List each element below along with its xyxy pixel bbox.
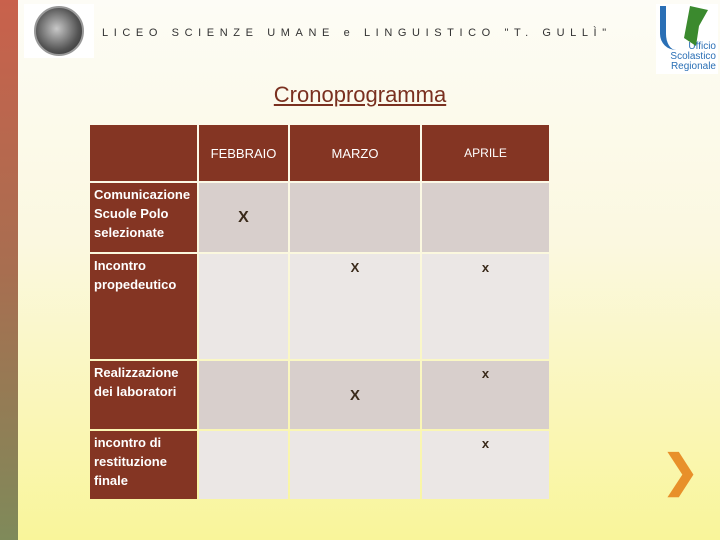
row-label: Incontro propedeutico xyxy=(90,254,197,359)
header-row xyxy=(90,125,549,181)
cell: x xyxy=(422,254,549,359)
cell: X xyxy=(290,361,420,429)
header-febbraio: FEBBRAIO xyxy=(199,125,288,181)
school-logo xyxy=(24,4,94,58)
table-row xyxy=(90,431,549,499)
header-marzo: MARZO xyxy=(290,125,420,181)
cell: X xyxy=(290,254,420,359)
side-stripe xyxy=(0,0,18,540)
table-row xyxy=(90,254,549,359)
logo-text: Ufficio Scolastico Regionale xyxy=(670,41,716,72)
header-empty xyxy=(90,125,197,181)
school-name: LICEO SCIENZE UMANE e LINGUISTICO "T. GULLÌ" xyxy=(102,27,612,39)
cell xyxy=(290,183,420,252)
schedule-table xyxy=(88,123,551,501)
row-label: Realizzazione dei laboratori xyxy=(90,361,197,429)
row-label: incontro di restituzione finale xyxy=(90,431,197,499)
chevron-right-icon[interactable]: ❯ xyxy=(662,447,699,496)
coin-icon xyxy=(34,6,84,56)
header-aprile: APRILE xyxy=(422,125,549,181)
cell: X xyxy=(199,183,288,252)
cell xyxy=(199,361,288,429)
page-title: Cronoprogramma xyxy=(273,82,447,107)
cell xyxy=(199,431,288,499)
usr-logo xyxy=(656,4,718,74)
cell xyxy=(290,431,420,499)
cell xyxy=(199,254,288,359)
cell xyxy=(422,183,549,252)
row-label: Comunicazione Scuole Polo selezionate xyxy=(90,183,197,252)
table-row xyxy=(90,183,549,252)
cell: x xyxy=(422,431,549,499)
cell: x xyxy=(422,361,549,429)
table-row xyxy=(90,361,549,429)
